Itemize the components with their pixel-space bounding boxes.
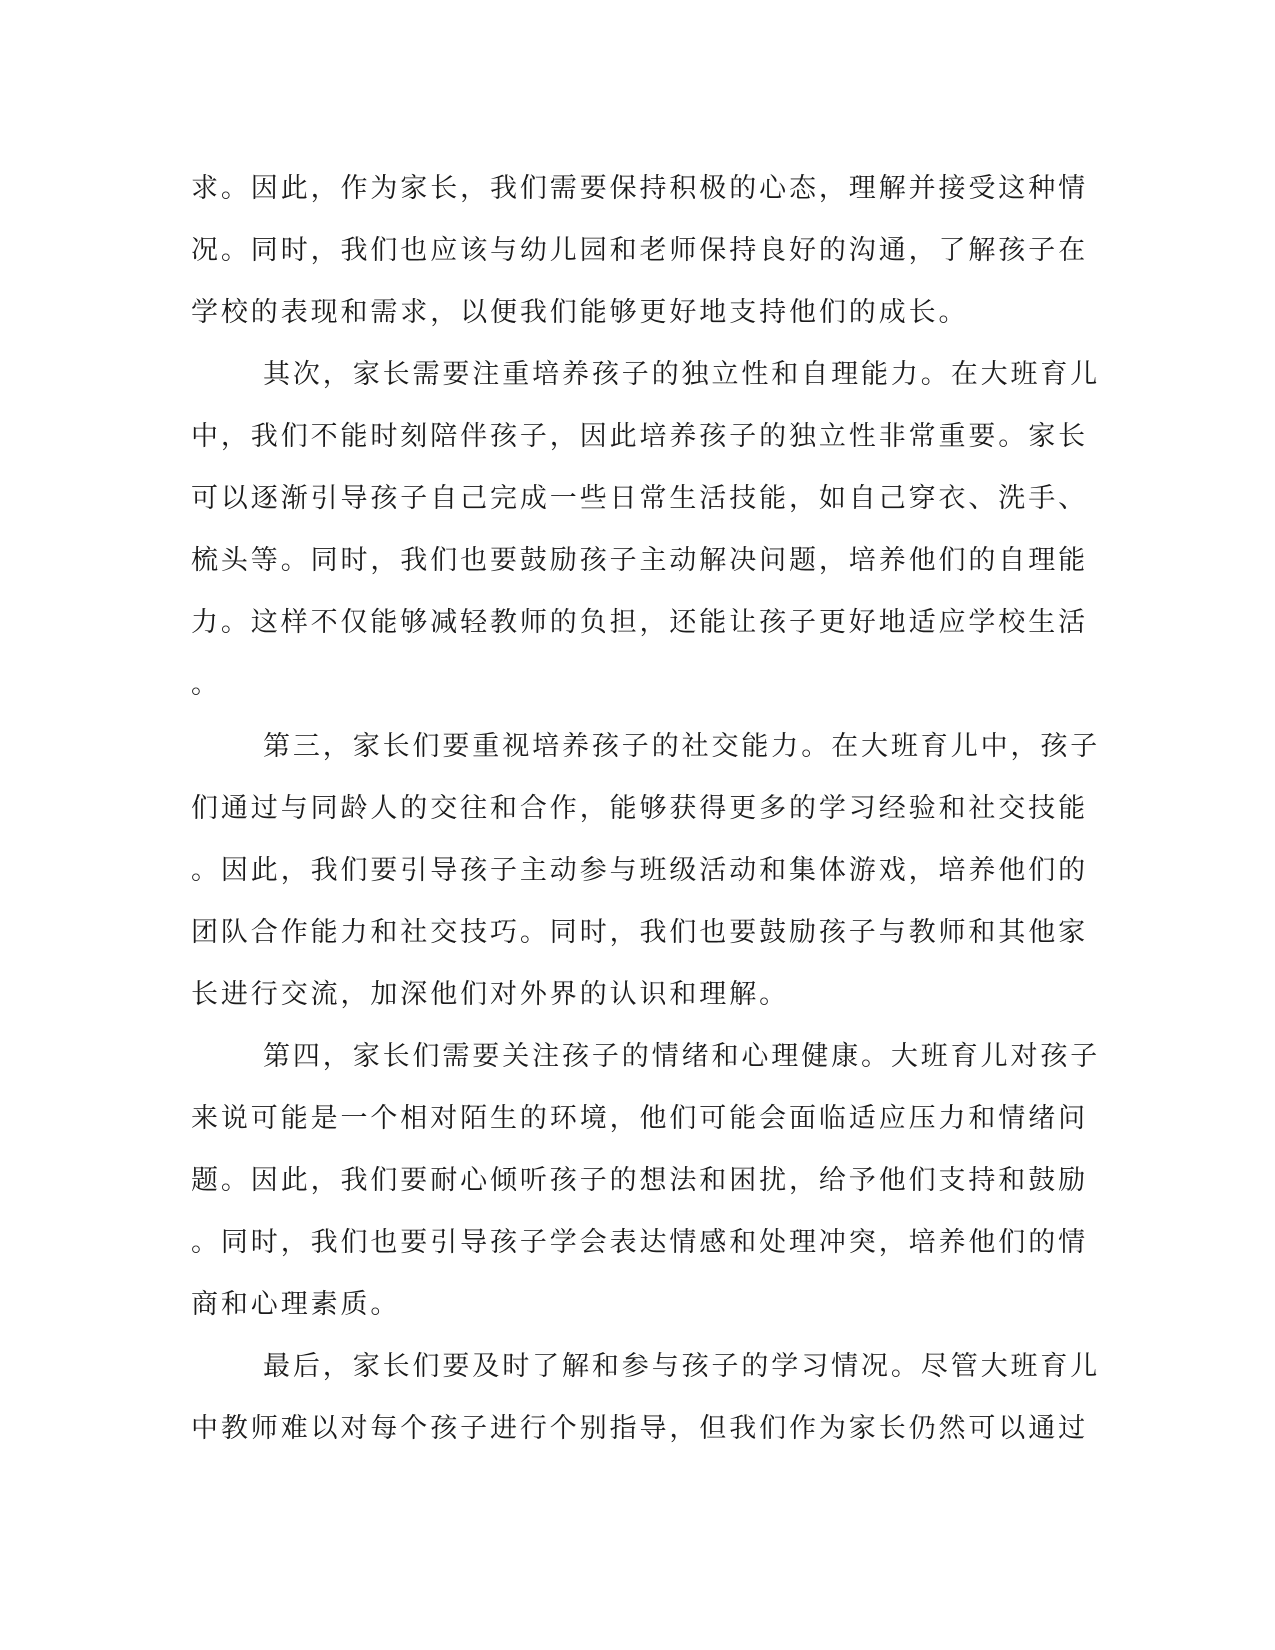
text-line: 最后，家长们要及时了解和参与孩子的学习情况。尽管大班育儿 — [263, 1351, 1101, 1382]
text-line: 可以逐渐引导孩子自己完成一些日常生活技能，如自己穿衣、洗手、 — [191, 483, 1088, 514]
text-line: 况。同时，我们也应该与幼儿园和老师保持良好的沟通，了解孩子在 — [191, 235, 1088, 266]
text-line: 。因此，我们要引导孩子主动参与班级活动和集体游戏，培养他们的 — [191, 855, 1088, 886]
text-line: 梳头等。同时，我们也要鼓励孩子主动解决问题，培养他们的自理能 — [191, 545, 1088, 576]
text-line: 学校的表现和需求，以便我们能够更好地支持他们的成长。 — [191, 297, 969, 328]
text-line: 来说可能是一个相对陌生的环境，他们可能会面临适应压力和情绪问 — [191, 1103, 1088, 1134]
text-line: 们通过与同龄人的交往和合作，能够获得更多的学习经验和社交技能 — [191, 793, 1088, 824]
text-line: 团队合作能力和社交技巧。同时，我们也要鼓励孩子与教师和其他家 — [191, 917, 1088, 948]
text-line: 。 — [191, 669, 221, 700]
text-line: 其次，家长需要注重培养孩子的独立性和自理能力。在大班育儿 — [263, 359, 1101, 390]
text-line: 商和心理素质。 — [191, 1289, 401, 1320]
text-line: 题。因此，我们要耐心倾听孩子的想法和困扰，给予他们支持和鼓励 — [191, 1165, 1088, 1196]
body-text — [191, 158, 1101, 1460]
text-line: 。同时，我们也要引导孩子学会表达情感和处理冲突，培养他们的情 — [191, 1227, 1088, 1258]
text-line: 力。这样不仅能够减轻教师的负担，还能让孩子更好地适应学校生活 — [191, 607, 1088, 638]
text-line: 长进行交流，加深他们对外界的认识和理解。 — [191, 979, 789, 1010]
text-line: 第三，家长们要重视培养孩子的社交能力。在大班育儿中，孩子 — [263, 731, 1101, 762]
text-line: 中，我们不能时刻陪伴孩子，因此培养孩子的独立性非常重要。家长 — [191, 421, 1088, 452]
text-line: 中教师难以对每个孩子进行个别指导，但我们作为家长仍然可以通过 — [191, 1413, 1088, 1444]
text-line: 求。因此，作为家长，我们需要保持积极的心态，理解并接受这种情 — [191, 173, 1088, 204]
text-line: 第四，家长们需要关注孩子的情绪和心理健康。大班育儿对孩子 — [263, 1041, 1101, 1072]
